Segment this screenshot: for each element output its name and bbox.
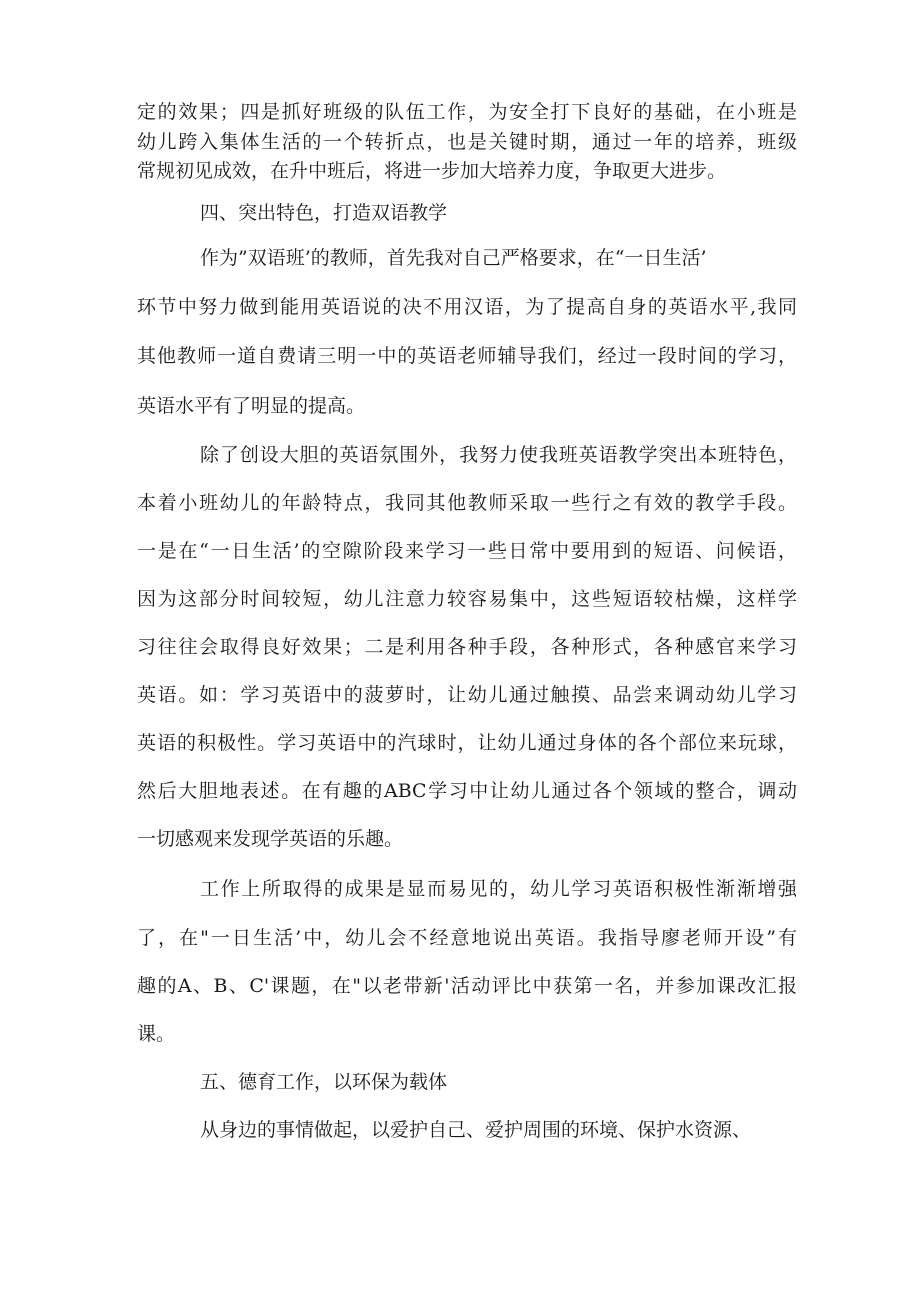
section-heading: 五、德育工作，以环保为载体 <box>200 1071 448 1093</box>
text-line: 英语水平有了明显的提高。 <box>137 395 366 417</box>
text-line: 一切感观来发现学英语的乐趣。 <box>137 828 404 850</box>
text-line: 英语。如：学习英语中的菠萝时，让幼儿通过触摸、品尝来调动幼儿学习 <box>137 684 797 706</box>
text-line: 然后大胆地表述。在有趣的ABC学习中让幼儿通过各个领域的整合，调动 <box>137 780 797 802</box>
text-line: 环节中努力做到能用英语说的决不用汉语，为了提高自身的英语水平,我同 <box>137 296 797 318</box>
text-line: 课。 <box>137 1023 176 1045</box>
text-line: 作为”双语班’的教师，首先我对自己严格要求，在“一日生活’ <box>200 247 707 269</box>
text-line: 其他教师一道自费请三明一中的英语老师辅导我们，经过一段时间的学习， <box>137 345 797 367</box>
text-line: 习往往会取得良好效果；二是利用各种手段，各种形式，各种感官来学习 <box>137 636 797 658</box>
text-line: 工作上所取得的成果是显而易见的，幼儿学习英语积极性渐渐增强 <box>200 878 797 900</box>
section-heading: 四、突出特色，打造双语教学 <box>200 202 448 224</box>
text-line: 英语的积极性。学习英语中的汽球时，让幼儿通过身体的各个部位来玩球， <box>137 732 797 754</box>
text-line: 了，在"一日生活’中，幼儿会不经意地说出英语。我指导廖老师开设”有 <box>137 927 797 949</box>
text-line: 幼儿跨入集体生活的一个转折点，也是关键时期，通过一年的培养，班级 <box>137 131 797 153</box>
text-line: 本着小班幼儿的年龄特点，我同其他教师采取一些行之有效的教学手段。 <box>137 492 797 514</box>
text-line: 趣的A、B、C'课题，在"以老带新'活动评比中获第一名，并参加课改汇报 <box>137 975 797 997</box>
text-line: 除了创设大胆的英语氛围外，我努力使我班英语教学突出本班特色， <box>200 444 797 466</box>
text-line: 因为这部分时间较短，幼儿注意力较容易集中，这些短语较枯燥，这样学 <box>137 588 797 610</box>
text-line: 一是在“一日生活’的空隙阶段来学习一些日常中要用到的短语、问候语， <box>137 540 797 562</box>
text-line: 常规初见成效，在升中班后，将进一步加大培养力度，争取更大进步。 <box>137 160 727 182</box>
text-line: 定的效果；四是抓好班级的队伍工作，为安全打下良好的基础，在小班是 <box>137 101 797 123</box>
text-line: 从身边的事情做起，以爱护自己、爱护周围的环境、保护水资源、 <box>200 1119 752 1141</box>
